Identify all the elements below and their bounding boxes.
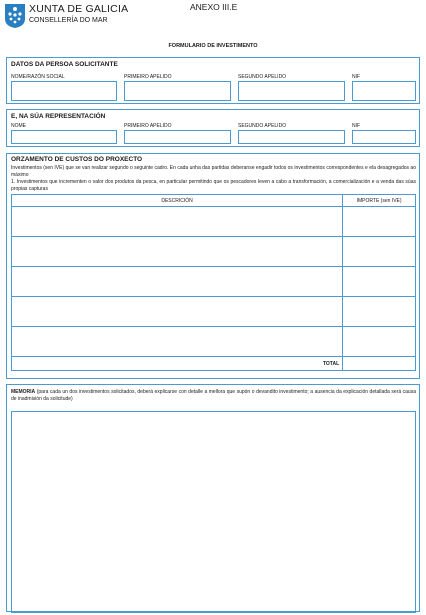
table-row [12, 267, 416, 297]
rep-first-surname-label: PRIMEIRO APELIDO [124, 123, 172, 129]
applicant-second-surname-field[interactable] [238, 81, 345, 101]
budget-intro-text: Investimentos (sen IVE) que se van realizar segundo o seguinte cadro. En cada unha das partidas deberanse engadir todos os investimentos correspondentes e ela desagregados ao máximo [11, 165, 416, 178]
second-surname-label: SEGUNDO APELIDO [238, 74, 287, 80]
description-cell[interactable] [12, 327, 343, 357]
xunta-logo-icon [4, 3, 26, 29]
costs-table [11, 194, 416, 371]
rep-second-surname-field[interactable] [238, 130, 345, 144]
org-name: XUNTA DE GALICIA [29, 3, 129, 15]
description-cell[interactable] [12, 267, 343, 297]
annex-label: ANEXO III.E [190, 2, 238, 12]
applicant-name-field[interactable] [11, 81, 117, 101]
rep-name-label: NOME [11, 123, 26, 129]
description-cell[interactable] [12, 237, 343, 267]
description-column-header: DESCRICIÓN [12, 195, 343, 207]
applicant-nif-field[interactable] [352, 81, 416, 101]
amount-cell[interactable] [343, 297, 416, 327]
applicant-first-surname-field[interactable] [124, 81, 231, 101]
total-label: TOTAL [12, 357, 343, 371]
first-surname-label: PRIMEIRO APELIDO [124, 74, 172, 80]
table-row [12, 327, 416, 357]
description-cell[interactable] [12, 207, 343, 237]
rep-nif-label: NIF [352, 123, 361, 129]
amount-cell[interactable] [343, 327, 416, 357]
applicant-section [6, 57, 420, 104]
rep-name-field[interactable] [11, 130, 117, 144]
rep-first-surname-field[interactable] [124, 130, 231, 144]
memory-instructions [11, 389, 416, 402]
table-row [12, 207, 416, 237]
memory-text: (para cada un dos investimentos solicitados, deberá explicarse con detalle a mellora que supón o devandito investimento; a ausencia da explicación detallada será causa de inadmisión da solicitude) [11, 389, 416, 402]
table-row [12, 297, 416, 327]
budget-section [6, 153, 420, 379]
name-label: NOME/RAZÓN SOCIAL [11, 74, 65, 80]
org-department: CONSELLERÍA DO MAR [29, 17, 108, 24]
total-row [12, 357, 416, 371]
applicant-section-title: DATOS DA PERSOA SOLICITANTE [11, 61, 118, 68]
amount-column-header: IMPORTE (sen IVE) [343, 195, 416, 207]
organization-header [29, 3, 128, 25]
total-amount-cell[interactable] [343, 357, 416, 371]
description-cell[interactable] [12, 297, 343, 327]
amount-cell[interactable] [343, 267, 416, 297]
memory-section [6, 384, 420, 612]
amount-cell[interactable] [343, 237, 416, 267]
nif-label: NIF [352, 74, 361, 80]
rep-nif-field[interactable] [352, 130, 416, 144]
form-title: FORMULARIO DE INVESTIMENTO [168, 43, 258, 49]
representative-section [6, 109, 420, 147]
budget-item-text: 1. Investimentos que incrementen o valor dos produtos da pesca, en particular permitindo que os pescadores leven a cabo a transformación, a comercialización e a venda das súas propias capturas [11, 179, 416, 192]
representative-section-title: E, NA SÚA REPRESENTACIÓN [11, 113, 106, 120]
memory-title: MEMORIA [11, 389, 36, 395]
amount-cell[interactable] [343, 207, 416, 237]
budget-section-title: ORZAMENTO DE CUSTOS DO PROXECTO [11, 156, 143, 163]
memory-textarea[interactable] [11, 411, 416, 613]
table-row [12, 237, 416, 267]
rep-second-surname-label: SEGUNDO APELIDO [238, 123, 287, 129]
